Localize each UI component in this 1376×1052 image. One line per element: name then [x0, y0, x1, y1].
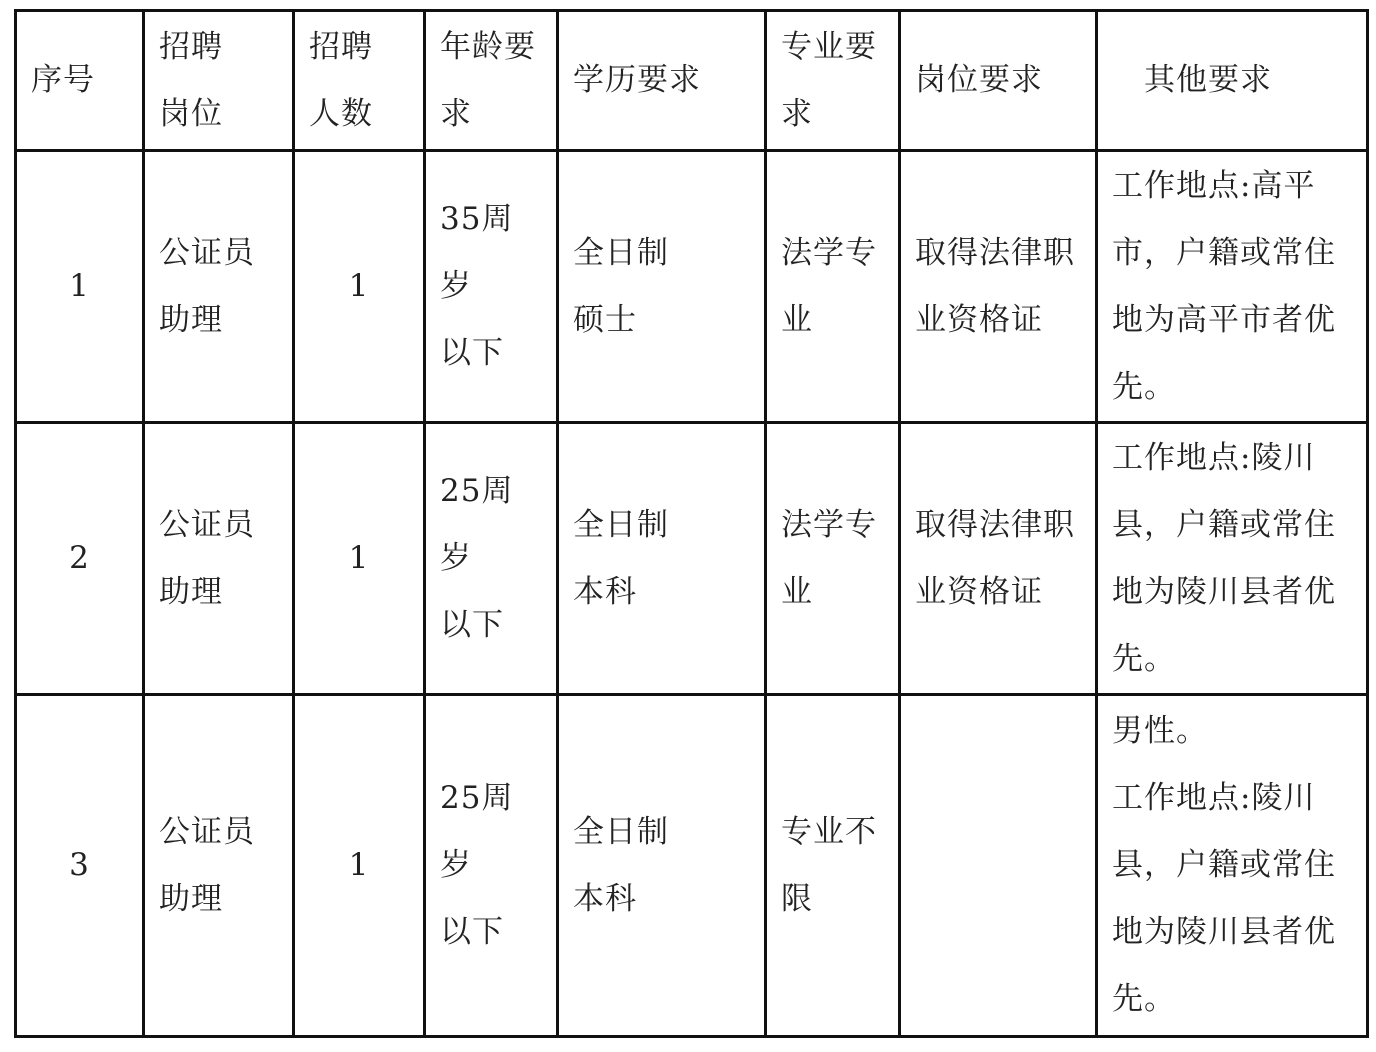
header-position: 招聘 岗位: [144, 11, 294, 151]
cell-major-requirement: 专业不 限: [766, 695, 900, 1037]
header-age-requirement: 年龄要 求: [425, 11, 558, 151]
cell-headcount: 1: [294, 423, 425, 695]
cell-serial-number: 1: [16, 151, 144, 423]
header-position-requirement: 岗位要求: [900, 11, 1097, 151]
cell-position: 公证员 助理: [144, 695, 294, 1037]
cell-education-requirement: 全日制 硕士: [558, 151, 766, 423]
cell-position-requirement: 取得法律职 业资格证: [900, 423, 1097, 695]
cell-age-requirement: 35周岁 以下: [425, 151, 558, 423]
header-serial-number: 序号: [16, 11, 144, 151]
table-header-row: [16, 11, 1368, 151]
cell-age-requirement: 25周岁 以下: [425, 695, 558, 1037]
table-row: [16, 695, 1368, 1037]
header-major-requirement: 专业要 求: [766, 11, 900, 151]
cell-other-requirements: 男性。 工作地点:陵川 县，户籍或常住 地为陵川县者优 先。: [1097, 695, 1368, 1037]
header-headcount: 招聘 人数: [294, 11, 425, 151]
cell-age-requirement: 25周岁 以下: [425, 423, 558, 695]
cell-headcount: 1: [294, 695, 425, 1037]
cell-major-requirement: 法学专 业: [766, 423, 900, 695]
cell-other-requirements: 工作地点:陵川 县，户籍或常住 地为陵川县者优 先。: [1097, 423, 1368, 695]
cell-serial-number: 3: [16, 695, 144, 1037]
header-other-requirements: 其他要求: [1097, 11, 1368, 151]
cell-education-requirement: 全日制 本科: [558, 423, 766, 695]
cell-position: 公证员 助理: [144, 423, 294, 695]
cell-position: 公证员 助理: [144, 151, 294, 423]
recruitment-table-sheet: [14, 9, 1366, 1035]
table-row: [16, 151, 1368, 423]
cell-position-requirement: [900, 695, 1097, 1037]
cell-other-requirements: 工作地点:高平 市，户籍或常住 地为高平市者优 先。: [1097, 151, 1368, 423]
table-row: [16, 423, 1368, 695]
cell-education-requirement: 全日制 本科: [558, 695, 766, 1037]
header-education-requirement: 学历要求: [558, 11, 766, 151]
cell-headcount: 1: [294, 151, 425, 423]
cell-major-requirement: 法学专 业: [766, 151, 900, 423]
cell-position-requirement: 取得法律职 业资格证: [900, 151, 1097, 423]
cell-serial-number: 2: [16, 423, 144, 695]
recruitment-table: [14, 9, 1369, 1038]
